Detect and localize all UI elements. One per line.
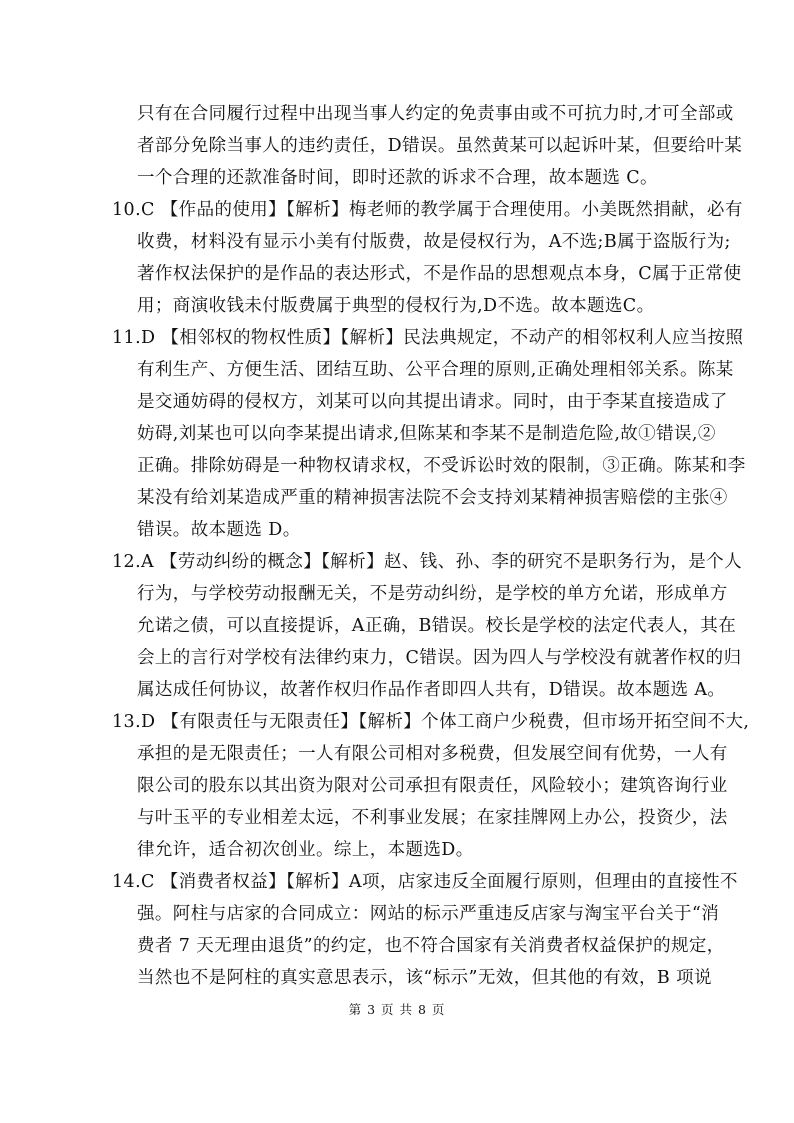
text-line: 限公司的股东以其出资为限对公司承担有限责任，风险较小；建筑咨询行业 — [137, 776, 728, 796]
text-line: 12.A 【劳动纠纷的概念】【解析】赵、钱、孙、李的研究不是职务行为，是个人 — [112, 552, 742, 572]
text-line: 承担的是无限责任；一人有限公司相对多税费，但发展空间有优势，一人有 — [137, 744, 728, 764]
text-line: 只有在合同履行过程中出现当事人约定的免责事由或不可抗力时,才可全部或 — [137, 104, 734, 124]
text-line: 费者 7 天无理由退货”的约定，也不符合国家有关消费者权益保护的规定， — [137, 936, 725, 956]
text-line: 者部分免除当事人的违约责任，D错误。虽然黄某可以起诉叶某，但要给叶某 — [137, 136, 743, 156]
text-line: 与叶玉平的专业相差太远，不利事业发展；在家挂牌网上办公，投资少，法 — [137, 808, 728, 828]
text-line: 著作权法保护的是作品的表达形式，不是作品的思想观点本身，C属于正常使 — [137, 264, 742, 284]
answer-item-12 — [112, 546, 742, 706]
text-line: 14.C 【消费者权益】【解析】A项，店家违反全面履行原则，但理由的直接性不 — [112, 872, 738, 892]
intro-paragraph — [112, 98, 743, 194]
answer-item-14 — [112, 866, 738, 994]
text-line: 律允许，适合初次创业。综上，本题选D。 — [137, 840, 474, 860]
answer-item-13 — [112, 706, 750, 866]
text-line: 是交通妨碍的侵权方，刘某可以向其提出请求。同时，由于李某直接造成了 — [137, 392, 728, 412]
text-line: 允诺之债，可以直接提诉，A正确，B错误。校长是学校的法定代表人，其在 — [137, 616, 737, 636]
answer-explanations — [112, 98, 750, 994]
page-number-footer: 第 3 页 共 8 页 — [348, 1002, 446, 1017]
text-line: 有利生产、方便生活、团结互助、公平合理的原则,正确处理相邻关系。陈某 — [137, 360, 734, 380]
text-line: 11.D 【相邻权的物权性质】【解析】民法典规定，不动产的相邻权利人应当按照 — [112, 328, 744, 348]
text-line: 会上的言行对学校有法律约束力，C错误。因为四人与学校没有就著作权的归 — [137, 648, 742, 668]
text-line: 收费，材料没有显示小美有付版费，故是侵权行为，A不选;B属于盗版行为; — [137, 232, 731, 252]
text-line: 属达成任何协议，故著作权归作品作者即四人共有，D错误。故本题选 A。 — [137, 680, 726, 700]
answer-item-11 — [112, 322, 746, 546]
text-line: 行为，与学校劳动报酬无关，不是劳动纠纷，是学校的单方允诺，形成单方 — [137, 584, 728, 604]
text-line: 一个合理的还款准备时间，即时还款的诉求不合理，故本题选 C。 — [137, 168, 658, 188]
answer-item-10 — [112, 194, 743, 322]
text-line: 用；商演收钱未付版费属于典型的侵权行为,D不选。故本题选C。 — [137, 296, 655, 316]
text-line: 10.C 【作品的使用】【解析】梅老师的教学属于合理使用。小美既然捐献，必有 — [112, 200, 743, 220]
text-line: 当然也不是阿柱的真实意思表示，该“标示”无效，但其他的有效，B 项说 — [137, 968, 712, 988]
text-line: 正确。排除妨碍是一种物权请求权，不受诉讼时效的限制，③正确。陈某和李 — [137, 456, 746, 476]
text-line: 某没有给刘某造成严重的精神损害法院不会支持刘某精神损害赔偿的主张④ — [137, 488, 728, 508]
text-line: 13.D 【有限责任与无限责任】【解析】个体工商户少税费，但市场开拓空间不大, — [112, 712, 750, 732]
text-line: 妨碍,刘某也可以向李某提出请求,但陈某和李某不是制造危险,故①错误,② — [137, 424, 716, 444]
text-line: 错误。故本题选 D。 — [137, 520, 301, 540]
text-line: 强。阿柱与店家的合同成立：网站的标示严重违反店家与淘宝平台关于“消 — [137, 904, 720, 924]
